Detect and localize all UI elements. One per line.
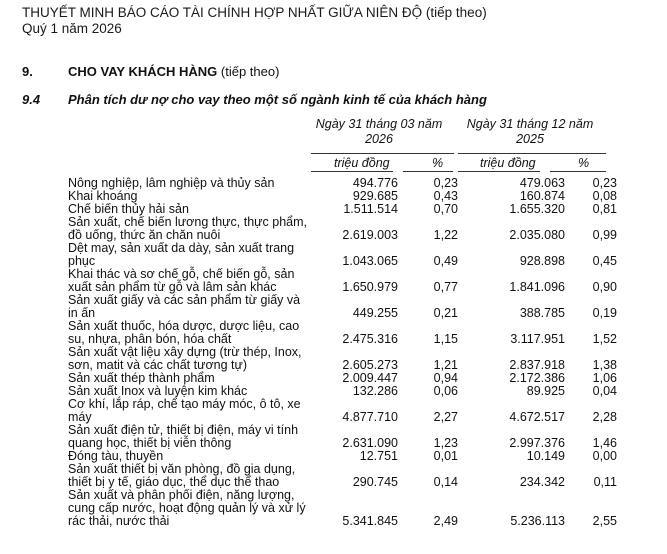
row-value-2025: 3.117.951 [510,332,565,346]
subsection-number: 9.4 [22,92,41,107]
row-percent-2025: 2,28 [592,410,617,424]
pct1-underline [403,171,453,172]
row-percent-2026: 0,70 [433,202,458,216]
section-number: 9. [22,64,33,79]
row-label: Chế biến thủy hải sản [68,202,189,216]
row-percent-2025: 1,52 [592,332,617,346]
document-header [22,5,487,37]
section-heading [22,64,279,80]
row-label: Cơ khí, lắp ráp, chế tạo máy móc, ô tô, xe máy [68,397,301,424]
row-label: Dệt may, sản xuất da dày, sản xuất trang phục [68,241,295,268]
row-percent-2026: 0,01 [433,449,458,463]
row-value-2026: 5.341.845 [342,514,398,528]
row-percent-2025: 0,81 [592,202,617,216]
period2-rule [458,153,606,154]
row-percent-2026: 1,15 [433,332,458,346]
row-percent-2026: 0,43 [433,189,458,203]
row-percent-2026: 2,27 [433,410,458,424]
row-percent-2025: 0,19 [592,306,617,320]
row-percent-2025: 0,99 [592,228,617,242]
row-percent-2026: 2,49 [433,514,458,528]
row-value-2026: 4.877.710 [342,410,398,424]
row-label: Khai khoáng [68,189,138,203]
row-percent-2025: 0,45 [592,254,617,268]
row-percent-2025: 2,55 [592,514,617,528]
row-value-2025: 5.236.113 [510,514,565,528]
row-percent-2026: 0,21 [433,306,458,320]
row-percent-2026: 0,14 [433,475,458,489]
row-value-2026: 2.009.447 [342,371,398,385]
row-percent-2026: 1,21 [433,358,458,372]
row-percent-2026: 0,06 [433,384,458,398]
table-row [68,242,638,268]
row-value-2025: 4.672.517 [509,410,565,424]
period1-rule [311,153,454,154]
row-value-2026: 132.286 [352,384,398,398]
row-label: Sản xuất Inox và luyện kim khác [68,384,248,398]
row-label: Sản xuất giấy và các sản phẩm từ giấy và in ấn [68,293,301,320]
row-value-2025: 10.149 [526,449,565,463]
row-value-2026: 1.043.065 [342,254,398,268]
table-row [68,398,638,424]
row-value-2025: 1.841.096 [509,280,565,294]
table-row [68,346,638,372]
row-value-2025: 160.874 [519,189,565,203]
table-row [68,294,638,320]
report-title: THUYẾT MINH BÁO CÁO TÀI CHÍNH HỢP NHẤT GIỮA NIÊN ĐỘ (tiếp theo) [22,5,487,20]
row-value-2026: 929.685 [352,189,398,203]
row-percent-2025: 1,06 [592,371,617,385]
row-value-2025: 2.997.376 [509,436,565,450]
row-value-2026: 290.745 [352,475,398,489]
row-percent-2025: 1,46 [592,436,617,450]
table-row [68,424,638,450]
row-percent-2026: 0,94 [433,371,458,385]
row-label: Khai thác và sơ chế gỗ, chế biến gỗ, sản xuất sản phẩm từ gỗ và lâm sản khác [68,267,295,294]
row-label: Sản xuất, chế biến lương thực, thực phẩm, đồ uống, thức ăn chăn nuôi [68,215,307,242]
table-row [68,463,638,489]
unit1-underline [311,171,393,172]
row-percent-2025: 1,38 [592,358,617,372]
row-percent-2026: 1,22 [433,228,458,242]
row-value-2025: 928.898 [519,254,565,268]
section-suffix: (tiếp theo) [217,64,280,79]
row-value-2025: 234.342 [519,475,565,489]
row-value-2026: 2.619.003 [342,228,398,242]
row-value-2025: 2.172.386 [509,371,565,385]
pct2-label: % [578,156,590,170]
row-value-2026: 449.255 [352,306,398,320]
period2-header-line2: 2025 [516,132,544,146]
row-percent-2026: 0,49 [433,254,458,268]
row-value-2026: 2.605.273 [342,358,398,372]
table-row [68,489,638,528]
table-row [68,216,638,242]
subsection-heading [22,92,487,108]
unit2-underline [458,171,540,172]
row-value-2026: 2.475.316 [342,332,398,346]
row-label: Sản xuất vật liệu xây dựng (trừ thép, Inox, sơn, matit và các chất tương tự) [68,345,302,372]
row-label: Sản xuất điện tử, thiết bị điện, máy vi tính quang học, thiết bị viễn thông [68,423,299,450]
row-label: Nông nghiệp, lâm nghiệp và thủy sản [68,176,275,190]
unit2-label: triệu đồng [480,156,536,170]
period1-header-line1: Ngày 31 tháng 03 năm [315,117,443,131]
row-percent-2025: 0,00 [592,449,617,463]
row-value-2026: 1.650.979 [342,280,398,294]
table-row [68,320,638,346]
unit1-label: triệu đồng [334,156,390,170]
row-value-2026: 12.751 [359,449,398,463]
table-row [68,268,638,294]
row-value-2026: 494.776 [352,176,398,190]
row-value-2025: 2.837.918 [509,358,565,372]
row-value-2026: 2.631.090 [342,436,398,450]
row-percent-2026: 0,77 [433,280,458,294]
subsection-title: Phân tích dư nợ cho vay theo một số ngành kinh tế của khách hàng [68,92,487,107]
row-percent-2025: 0,04 [592,384,617,398]
row-value-2025: 89.925 [526,384,565,398]
row-percent-2026: 1,23 [433,436,458,450]
section-title: CHO VAY KHÁCH HÀNG [68,64,218,79]
row-percent-2025: 0,11 [593,475,617,489]
row-value-2025: 479.063 [519,176,565,190]
row-percent-2025: 0,23 [592,176,617,190]
row-value-2025: 388.785 [519,306,565,320]
period1-header-line2: 2026 [365,132,393,146]
row-value-2026: 1.511.514 [343,202,398,216]
row-value-2025: 2.035.080 [509,228,565,242]
loan-table-body [68,177,638,528]
row-value-2025: 1.655.320 [509,202,565,216]
row-percent-2025: 0,08 [592,189,617,203]
row-label: Đóng tàu, thuyền [68,449,164,463]
report-period: Quý 1 năm 2026 [22,21,122,36]
row-label: Sản xuất thép thành phẩm [68,371,215,385]
row-percent-2026: 0,23 [433,176,458,190]
pct2-underline [550,171,606,172]
period1-header [305,117,453,147]
row-label: Sản xuất và phân phối điện, năng lượng, cung cấp nước, hoạt động quản lý và xử lý rác thải, nước thải [68,488,306,528]
period2-header-line1: Ngày 31 tháng 12 năm [466,117,594,131]
pct1-label: % [432,156,444,170]
row-percent-2025: 0,90 [592,280,617,294]
period2-header [456,117,604,147]
row-label: Sản xuất thuốc, hóa dược, dược liệu, cao su, nhựa, phân bón, hóa chất [68,319,300,346]
row-label: Sản xuất thiết bị văn phòng, đồ gia dụng, thiết bị y tế, giáo dục, thể dục thể thao [68,462,296,489]
